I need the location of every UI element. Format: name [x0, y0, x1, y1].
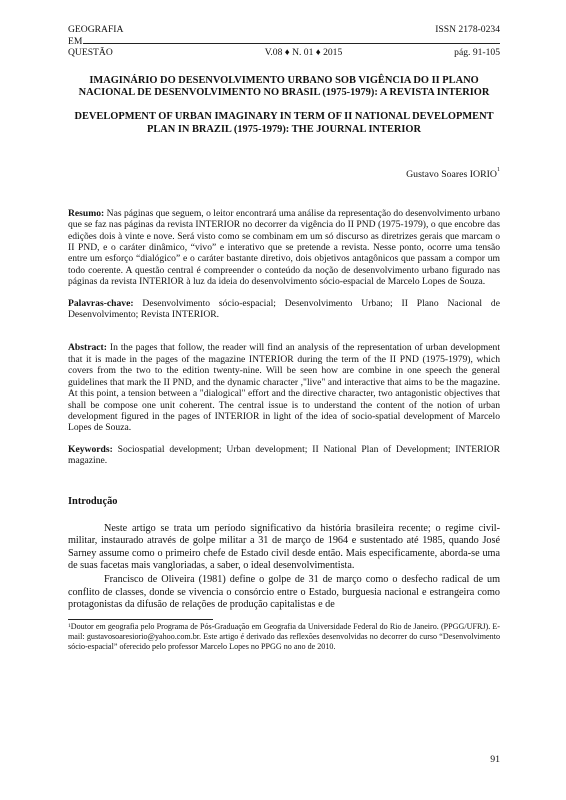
palavras-chave-label: Palavras-chave:: [68, 297, 134, 309]
page-range: pág. 91-105: [454, 47, 500, 58]
running-header: [68, 24, 500, 58]
article-page: [68, 24, 500, 651]
journal-name-line2: EM: [68, 36, 83, 47]
abstract-label: Abstract:: [68, 342, 107, 354]
keywords-label: Keywords:: [68, 443, 113, 455]
footnote-rule: [68, 619, 213, 620]
section-heading-introducao: Introdução: [68, 495, 118, 507]
footnote-text: Doutor em geografia pelo Programa de Pós-Graduação em Geografia da Universidade Federal do Rio de Janeiro. (PPGG/UFRJ). E-mail: gustavosoaresiorio@yahoo.com.br. Este artigo é derivado das reflexões desenvolvidas no decorrer do curso “Desenvolvimento sócio-espacial” oferecido pelo professor Marcelo Lopes no PPGG no ano de 2010.: [68, 621, 500, 651]
author-footnote-mark[interactable]: 1: [497, 166, 500, 173]
keywords-paragraph: [68, 444, 500, 467]
intro-paragraph-2: Francisco de Oliveira (1981) define o golpe de 31 de março como o desfecho radical de um conflito de classes, donde se vivencia o consórcio entre o Estado, burguesia nacional e estrangeira como protagonistas da difusão de relações de produção capitalistas e de: [68, 573, 500, 611]
issn: ISSN 2178-0234: [435, 24, 500, 35]
journal-name-line3: QUESTÃO: [68, 47, 113, 58]
resumo-label: Resumo:: [68, 207, 105, 219]
abstract-paragraph: [68, 342, 500, 433]
palavras-chave-text: Desenvolvimento sócio-espacial; Desenvolvimento Urbano; II Plano Nacional de Desenvolvimento; Revista INTERIOR.: [68, 297, 500, 321]
title-portuguese: IMAGINÁRIO DO DESENVOLVIMENTO URBANO SOB VIGÊNCIA DO II PLANO NACIONAL DE DESENVOLVIMENTO NO BRASIL (1975-1979): A REVISTA INTERIOR: [78, 75, 490, 99]
keywords-text: Sociospatial development; Urban development; II National Plan of Development; INTERIOR magazine.: [68, 443, 500, 467]
volume-info: V.08 ♦ N. 01 ♦ 2015: [264, 47, 343, 58]
abstract-text: In the pages that follow, the reader will find an analysis of the representation of urban development that it is made in the pages of the magazine INTERIOR during the term of the II PND (1975-1979), which covers from the two to the edition twenty-nine. Will be seen how are combine in one speech the general guidelines that mark the II PND, and the dynamic character ,"live" and interactive that aims to be the magazine. At this point, a tension between a "dialogical" effort and the directive character, two antagonistic objectives that shall be compose one unit coherent. The central issue is to understand the content of the notion of urban development figured in the pages of INTERIOR in light of the idea of socio-spatial development of Marcelo Lopes de Souza.: [68, 342, 500, 434]
resumo-paragraph: [68, 208, 500, 288]
header-rule: [83, 35, 500, 44]
page-number: 91: [490, 754, 500, 765]
author-name: Gustavo Soares IORIO: [406, 168, 497, 180]
title-english: DEVELOPMENT OF URBAN IMAGINARY IN TERM OF II NATIONAL DEVELOPMENT PLAN IN BRAZIL (1975-1979): THE JOURNAL INTERIOR: [74, 111, 494, 135]
journal-name-line1: GEOGRAFIA: [68, 24, 124, 35]
resumo-text: Nas páginas que seguem, o leitor encontrará uma análise da representação do desenvolvimento urbano que se faz nas páginas da revista INTERIOR no decorrer da vigência do II PND (1975-1979), o que encobre das edições dois à vinte e nove. Será visto como se combinam em um só discurso as diretrizes gerais que marcam o II PND, e o caráter dinâmico, “vivo” e interativo que se pretende a revista. Nesse ponto, ocorre uma tensão entre um esforço “dialógico” e o caráter bastante diretivo, dois objetivos antagônicos que passam a compor um todo coerente. A questão central é compreender o conteúdo da noção de desenvolvimento urbano figurado nas páginas da revista INTERIOR à luz da ideia do desenvolvimento sócio-espacial de Marcelo Lopes de Souza.: [68, 207, 501, 288]
palavras-chave-paragraph: [68, 298, 500, 321]
author-line: [68, 166, 500, 180]
footnote: [68, 622, 500, 652]
footnote-mark: 1: [68, 622, 71, 629]
intro-paragraph-1: Neste artigo se trata um período significativo da história brasileira recente; o regime civil-militar, instaurado através de golpe militar a 31 de março de 1964 e sustentado até 1985, quando José Sarney assume como o primeiro chefe de Estado civil desde então. Mais especificamente, aborda-se uma de suas facetas mais vangloriadas, a saber, o ideal desenvolvimentista.: [68, 522, 500, 572]
